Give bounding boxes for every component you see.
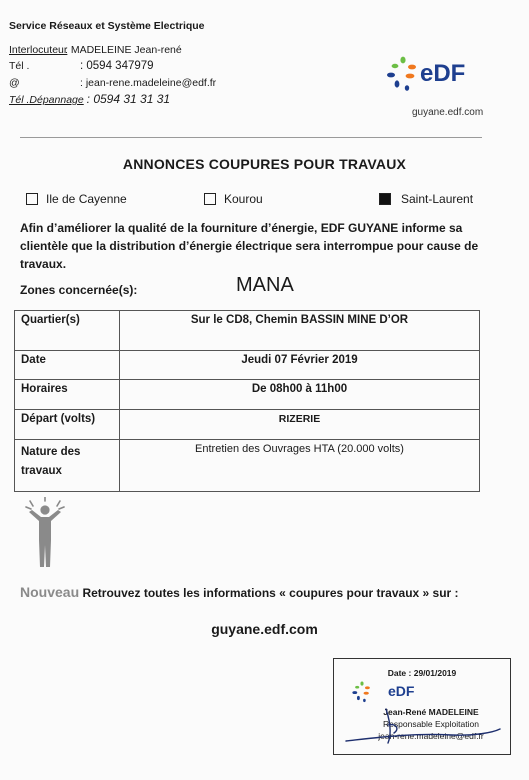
header-divider <box>20 137 482 138</box>
logo-site: guyane.edf.com <box>412 107 484 118</box>
edf-stamp-icon <box>350 680 380 704</box>
row-key: Date <box>15 351 120 380</box>
edf-logo <box>383 54 493 94</box>
nouveau-label: Nouveau <box>20 584 80 600</box>
stamp-role: Responsable Exploitation <box>383 719 479 729</box>
table-row <box>15 410 480 440</box>
row-key: Départ (volts) <box>15 410 120 440</box>
checkbox-kourou <box>204 193 216 205</box>
depannage-value: : 0594 31 31 31 <box>86 92 171 106</box>
interlocuteur-label: Interlocuteur <box>9 44 68 56</box>
row-value: RIZERIE <box>120 410 480 440</box>
checkbox-saint-laurent <box>379 193 391 205</box>
zones-value: MANA <box>236 274 294 296</box>
interlocuteur-value: : MADELEINE Jean-rené <box>65 44 182 56</box>
email-label: @ <box>9 77 20 89</box>
email-value: : jean-rene.madeleine@edf.fr <box>80 77 217 89</box>
checkbox-label: Kourou <box>224 192 263 206</box>
row-value: Jeudi 07 Février 2019 <box>120 351 480 380</box>
stamp-name: Jean-René MADELEINE <box>383 707 479 717</box>
service-name: Service Réseaux et Système Electrique <box>9 20 205 32</box>
edf-logo-text: eDF <box>420 60 466 87</box>
interlocuteur-row <box>9 43 67 58</box>
tel-value: : 0594 347979 <box>80 60 154 72</box>
depannage-row <box>9 92 170 108</box>
signature-scribble-icon <box>342 703 504 749</box>
checkbox-label: Ile de Cayenne <box>46 192 127 206</box>
table-row <box>15 351 480 380</box>
tel-label: Tél . <box>9 60 30 72</box>
stamp-email: jean-rene.madeleine@edf.fr <box>378 731 484 741</box>
signature-stamp <box>333 658 511 755</box>
zones-label: Zones concernée(s): <box>20 283 138 297</box>
nouveau-text: Retrouvez toutes les informations « coupures pour travaux » sur : <box>82 586 459 600</box>
row-value: Sur le CD8, Chemin BASSIN MINE D’OR <box>120 311 480 351</box>
stamp-date: Date : 29/01/2019 <box>387 668 457 678</box>
checkbox-label: Saint-Laurent <box>401 192 474 206</box>
stamp-logo-text: eDF <box>388 683 415 699</box>
row-value: Entretien des Ouvrages HTA (20.000 volts) <box>120 440 480 492</box>
info-table <box>14 310 480 492</box>
page-title: ANNONCES COUPURES POUR TRAVAUX <box>122 156 407 172</box>
stamp-logo <box>350 680 450 704</box>
checkbox-ile-de-cayenne <box>26 193 38 205</box>
row-key: Quartier(s) <box>15 311 120 351</box>
row-value: De 08h00 à 11h00 <box>120 380 480 410</box>
person-arms-up-icon <box>24 497 66 569</box>
table-row <box>15 380 480 410</box>
intro-paragraph: Afin d’améliorer la qualité de la fourniture d’énergie, EDF GUYANE informe sa clientèle que la distribution d’énergie électrique sera interrompue pour cause de travaux. <box>20 221 479 271</box>
website-link[interactable]: guyane.edf.com <box>211 621 318 637</box>
table-row <box>15 311 480 351</box>
table-row <box>15 440 480 492</box>
row-key: Nature des travaux <box>15 440 120 492</box>
nouveau-line <box>20 584 459 600</box>
row-key: Horaires <box>15 380 120 410</box>
depannage-label: Tél .Dépannage <box>9 94 84 106</box>
